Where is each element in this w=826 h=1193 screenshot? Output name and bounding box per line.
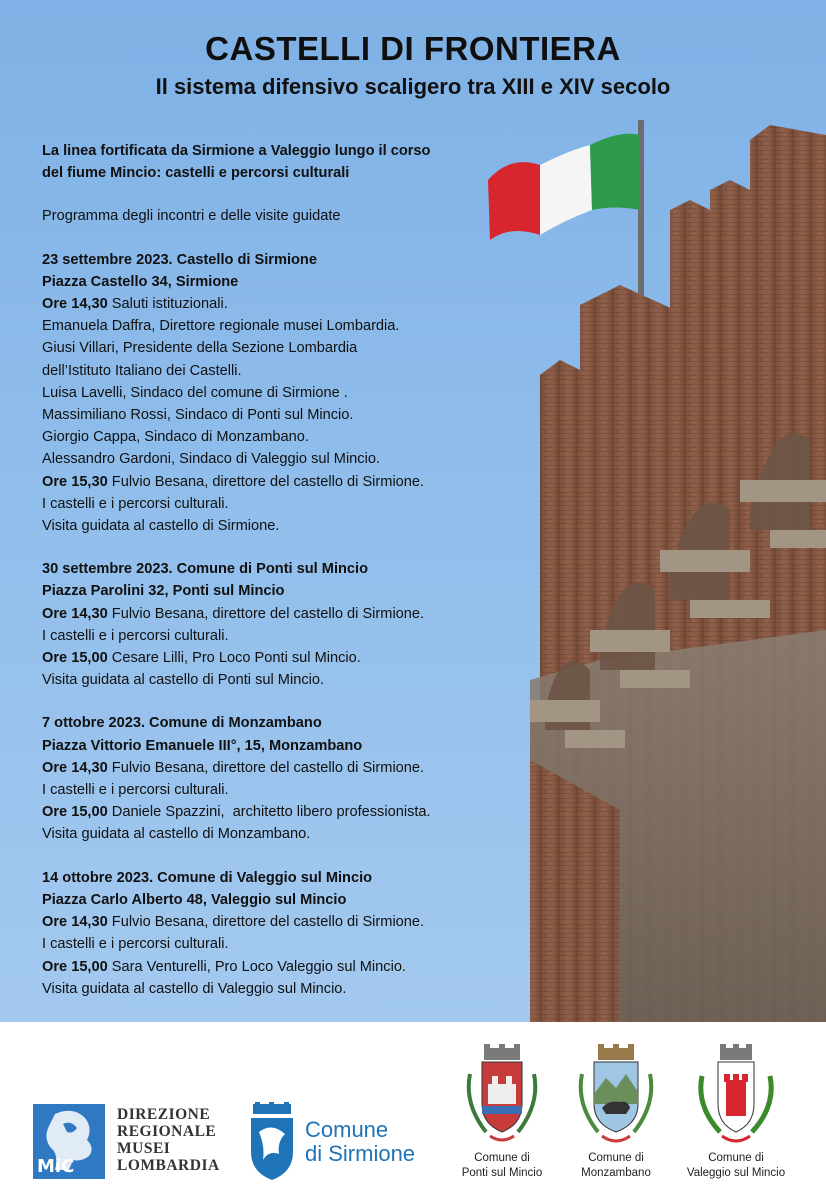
event-line: [42, 779, 512, 801]
event-date: 30 settembre 2023. Comune di Ponti sul Mincio: [42, 561, 369, 578]
event-text: Fulvio Besana, direttore del castello di Sirmione.: [107, 759, 425, 776]
event-block: [42, 249, 512, 538]
mic-text: DIREZIONE REGIONALE MUSEI LOMBARDIA: [117, 1106, 220, 1174]
event-line: [42, 933, 512, 955]
event-line: [42, 315, 512, 337]
event-text: I castelli e i percorsi culturali.: [42, 495, 229, 512]
event-line: [42, 448, 512, 470]
event-text: Emanuela Daffra, Direttore regionale musei Lombardia.: [42, 318, 400, 335]
event-time: Ore 14,30: [42, 605, 108, 622]
mic-logo-icon: [33, 1104, 105, 1179]
event-date: 14 ottobre 2023. Comune di Valeggio sul Mincio: [42, 869, 373, 886]
event-time: Ore 14,30: [42, 296, 108, 313]
mic-logo-block: [33, 1104, 220, 1179]
footer-logos: [0, 1022, 826, 1193]
castle-tower-image: [470, 110, 826, 1022]
event-text: Daniele Spazzini, architetto libero professionista.: [107, 804, 431, 821]
event-text: Visita guidata al castello di Ponti sul Mincio.: [42, 672, 325, 689]
page-subtitle: Il sistema difensivo scaligero tra XIII e XIV secolo: [155, 74, 671, 99]
coa-monzambano-caption: Comune di Monzambano: [581, 1152, 651, 1179]
page-title: CASTELLI DI FRONTIERA: [205, 30, 621, 67]
event-line: [42, 978, 512, 1000]
event-time: Ore 15,00: [42, 650, 108, 667]
event-text: I castelli e i percorsi culturali.: [42, 936, 229, 953]
event-line: [42, 404, 512, 426]
event-line: [42, 956, 512, 978]
event-time: Ore 15,30: [42, 473, 108, 490]
program-content: [42, 140, 512, 1000]
sirmione-text: Comune di Sirmione: [305, 1117, 416, 1166]
event-line: [42, 823, 512, 845]
event-line: [42, 426, 512, 448]
event-block: [42, 867, 512, 1000]
event-text: Giusi Villari, Presidente della Sezione Lombardia: [42, 340, 358, 357]
sirmione-shield-icon: [249, 1102, 295, 1182]
event-line: [42, 471, 512, 493]
event-place: Piazza Castello 34, Sirmione: [42, 273, 239, 290]
event-line: [42, 337, 512, 359]
event-text: Alessandro Gardoni, Sindaco di Valeggio sul Mincio.: [42, 451, 381, 468]
event-text: Giorgio Cappa, Sindaco di Monzambano.: [42, 429, 309, 446]
event-block: [42, 558, 512, 691]
event-line: [42, 293, 512, 315]
sirmione-logo-block: [249, 1102, 415, 1182]
event-text: I castelli e i percorsi culturali.: [42, 627, 229, 644]
event-time: Ore 14,30: [42, 759, 108, 776]
program-heading: Programma degli incontri e delle visite guidate: [42, 208, 341, 225]
event-line: [42, 603, 512, 625]
event-line: [42, 911, 512, 933]
event-text: Fulvio Besana, direttore del castello di Sirmione.: [107, 605, 425, 622]
event-line: [42, 801, 512, 823]
event-text: Sara Venturelli, Pro Loco Valeggio sul Mincio.: [107, 958, 406, 975]
header: [0, 30, 826, 100]
event-date: 23 settembre 2023. Castello di Sirmione: [42, 251, 317, 268]
event-line: [42, 625, 512, 647]
ponti-coat-of-arms-icon: [462, 1044, 542, 1149]
event-date: 7 ottobre 2023. Comune di Monzambano: [42, 715, 322, 732]
event-block: [42, 712, 512, 845]
coa-valeggio-caption: Comune di Valeggio sul Mincio: [686, 1152, 786, 1179]
event-line: [42, 515, 512, 537]
monzambano-coat-of-arms-icon: [576, 1044, 656, 1149]
event-text: Luisa Lavelli, Sindaco del comune di Sirmione .: [42, 384, 348, 401]
event-text: Visita guidata al castello di Sirmione.: [42, 518, 280, 535]
event-line: [42, 647, 512, 669]
event-text: Fulvio Besana, direttore del castello di Sirmione.: [107, 914, 425, 931]
event-line: [42, 360, 512, 382]
event-text: Saluti istituzionali.: [107, 296, 228, 313]
event-place: Piazza Carlo Alberto 48, Valeggio sul Mincio: [42, 891, 347, 908]
event-text: Cesare Lilli, Pro Loco Ponti sul Mincio.: [107, 650, 361, 667]
event-text: Visita guidata al castello di Monzambano.: [42, 826, 311, 843]
event-line: [42, 382, 512, 404]
event-text: Visita guidata al castello di Valeggio sul Mincio.: [42, 980, 347, 997]
event-time: Ore 15,00: [42, 804, 108, 821]
event-text: Fulvio Besana, direttore del castello di Sirmione.: [107, 473, 425, 490]
event-place: Piazza Vittorio Emanuele III°, 15, Monzambano: [42, 737, 363, 754]
mic-label: MiC: [37, 1156, 75, 1177]
valeggio-coat-of-arms-icon: [696, 1044, 776, 1149]
event-time: Ore 15,00: [42, 958, 108, 975]
event-text: dell’Istituto Italiano dei Castelli.: [42, 362, 242, 379]
coa-monzambano: [556, 1044, 676, 1181]
events-list: [42, 249, 512, 1000]
coa-valeggio: [676, 1044, 796, 1181]
event-line: [42, 757, 512, 779]
event-text: I castelli e i percorsi culturali.: [42, 782, 229, 799]
event-place: Piazza Parolini 32, Ponti sul Mincio: [42, 583, 285, 600]
coa-ponti: [442, 1044, 562, 1181]
intro-text: La linea fortificata da Sirmione a Valeggio lungo il corso del fiume Mincio: castelli e percorsi culturali: [42, 143, 431, 182]
event-line: [42, 669, 512, 691]
event-text: Massimiliano Rossi, Sindaco di Ponti sul Mincio.: [42, 407, 354, 424]
coa-ponti-caption: Comune di Ponti sul Mincio: [461, 1152, 543, 1179]
event-line: [42, 493, 512, 515]
event-time: Ore 14,30: [42, 914, 108, 931]
